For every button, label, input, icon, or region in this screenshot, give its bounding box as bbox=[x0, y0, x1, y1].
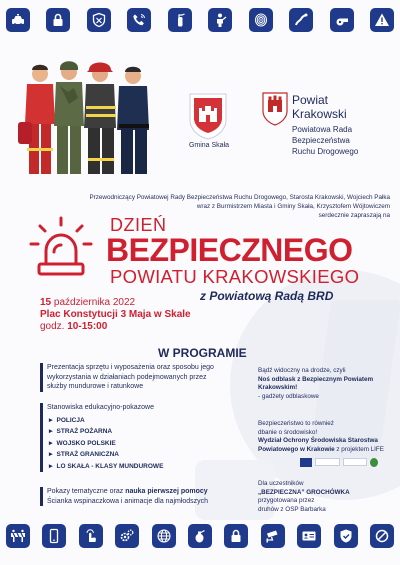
environment-info bbox=[258, 420, 390, 454]
station-item: ▸ STRAŻ POŻARNA bbox=[47, 426, 220, 438]
gmina-skala-crest bbox=[188, 92, 228, 140]
program-title: W PROGRAMIE bbox=[158, 346, 247, 360]
event-place: Plac Konstytucji 3 Maja w Skale bbox=[40, 309, 191, 320]
round-logo bbox=[370, 458, 378, 467]
life-project-logos bbox=[300, 457, 378, 467]
station-item: ▸ LO SKAŁA - KLASY MUNDUROWE bbox=[47, 461, 220, 473]
powiat-sub-line: Ruchu Drogowego bbox=[292, 147, 359, 156]
powiat-sub-line: Bezpieczeństwa bbox=[292, 136, 350, 145]
powiat-title-line: Krakowski bbox=[292, 107, 347, 121]
malopolska-logo bbox=[315, 458, 340, 466]
program-block-presentation: Prezentacja sprzętu i wyposażenia oraz sposobu jego wykorzystania w działaniach podejmowanych przez służby mundurowe i ratunkowe bbox=[40, 363, 220, 392]
program-block-shows bbox=[40, 487, 230, 506]
environment-department: Wydział Ochrony Środowiska Starostwa Powiatowego w Krakowie bbox=[258, 437, 378, 453]
headline-powiatu: POWIATU KRAKOWSKIEGO bbox=[110, 266, 360, 287]
road-barrier-icon bbox=[6, 524, 30, 548]
warning-triangle-icon bbox=[370, 8, 394, 32]
headline-z-rada: z Powiatową Radą BRD bbox=[200, 289, 334, 303]
no-entry-icon bbox=[370, 524, 394, 548]
soldier-figure bbox=[54, 61, 84, 174]
time-label: godz. bbox=[40, 321, 68, 332]
first-aid-text: nauka pierwszej pomocy bbox=[125, 488, 208, 495]
pea-soup-line: przygotowana przez bbox=[258, 497, 315, 504]
invitation-line: wraz z Burmistrzem Miasta i Gminy Skała, Krzysztofem Wójtowiczem bbox=[196, 203, 390, 210]
police-car-icon bbox=[6, 8, 30, 32]
shows-line bbox=[47, 487, 230, 497]
environment-project: z projektem LIFE bbox=[334, 445, 384, 453]
reflective-line: - gadżety odblaskowe bbox=[258, 392, 319, 400]
environment-line: Bezpieczeństwo to również bbox=[258, 420, 334, 427]
shows-text: Pokazy tematyczne oraz bbox=[47, 488, 126, 495]
smartphone-icon bbox=[42, 524, 66, 548]
gmina-skala-label: Gmina Skała bbox=[188, 142, 230, 149]
station-item: ▸ POLICJA bbox=[47, 415, 220, 427]
shield-check-icon bbox=[334, 524, 358, 548]
fingerprint-icon bbox=[249, 8, 273, 32]
cctv-camera-icon bbox=[261, 524, 285, 548]
top-icon-row bbox=[6, 8, 394, 32]
padlock-icon bbox=[224, 524, 248, 548]
reflective-slogan: Noś odblask z Bezpiecznym Powiatem Krakowskim! bbox=[258, 375, 374, 391]
program-block-stations bbox=[40, 403, 220, 472]
globe-icon bbox=[152, 524, 176, 548]
station-item: ▸ STRAŻ GRANICZNA bbox=[47, 449, 220, 461]
tap-hand-icon bbox=[79, 524, 103, 548]
life-logo bbox=[343, 458, 368, 466]
headline-bezpiecznego: BEZPIECZNEGO bbox=[106, 232, 353, 268]
eu-flag-logo bbox=[300, 458, 312, 467]
powiat-krakowski-crest bbox=[262, 92, 288, 126]
powiat-rada-subtitle bbox=[292, 124, 358, 157]
environment-line: dbanie o środowisko! bbox=[258, 428, 318, 436]
bottom-icon-row bbox=[6, 524, 394, 548]
invitation-line: serdecznie zapraszają na bbox=[318, 212, 390, 219]
pea-soup-line: Dla uczestników bbox=[258, 480, 304, 487]
station-item: ▸ WOJSKO POLSKIE bbox=[47, 438, 220, 450]
police-officer-figure bbox=[117, 67, 149, 174]
siren-icon bbox=[28, 216, 94, 278]
powiat-title-line: Powiat bbox=[292, 93, 329, 107]
id-card-icon bbox=[297, 524, 321, 548]
firefighter-figure bbox=[84, 63, 116, 175]
pea-soup-info bbox=[258, 480, 388, 514]
road-route-icon bbox=[289, 8, 313, 32]
pea-soup-title: „BEZPIECZNA” GROCHÓWKA bbox=[258, 488, 350, 496]
stations-title: Stanowiska edukacyjno-pokazowe bbox=[47, 404, 155, 411]
powiat-sub-line: Powiatowa Rada bbox=[292, 125, 353, 134]
whistle-icon bbox=[330, 8, 354, 32]
time-hours: 10-15:00 bbox=[67, 321, 108, 332]
traffic-officer-icon bbox=[208, 8, 232, 32]
invitation-line: Przewodniczący Powiatowej Rady Bezpieczeństwa Ruchu Drogowego, Starosta Krakowski, Wojciech Pałka bbox=[89, 194, 390, 201]
emergency-services-illustration bbox=[12, 52, 162, 180]
paramedic-figure bbox=[18, 65, 55, 174]
pea-soup-line: druhów z OSP Barbarka bbox=[258, 505, 326, 513]
fire-extinguisher-icon bbox=[168, 8, 192, 32]
shield-icon bbox=[87, 8, 111, 32]
phone-call-icon bbox=[127, 8, 151, 32]
reflective-line: Bądź widoczny na drodze, czyli bbox=[258, 367, 346, 374]
stations-list bbox=[47, 415, 220, 473]
headline-dzien: DZIEŃ bbox=[110, 215, 167, 235]
powiat-krakowski-title bbox=[292, 93, 347, 121]
grenade-icon bbox=[188, 524, 212, 548]
reflective-gadgets-info bbox=[258, 367, 388, 401]
event-date bbox=[40, 297, 135, 308]
date-day: 15 bbox=[40, 297, 52, 308]
date-month-year: października 2022 bbox=[51, 297, 136, 308]
event-time bbox=[40, 321, 107, 332]
climbing-wall-line: Ścianka wspinaczkowa i animacje dla najmłodszych bbox=[47, 497, 209, 505]
gears-icon bbox=[115, 524, 139, 548]
padlock-icon bbox=[46, 8, 70, 32]
